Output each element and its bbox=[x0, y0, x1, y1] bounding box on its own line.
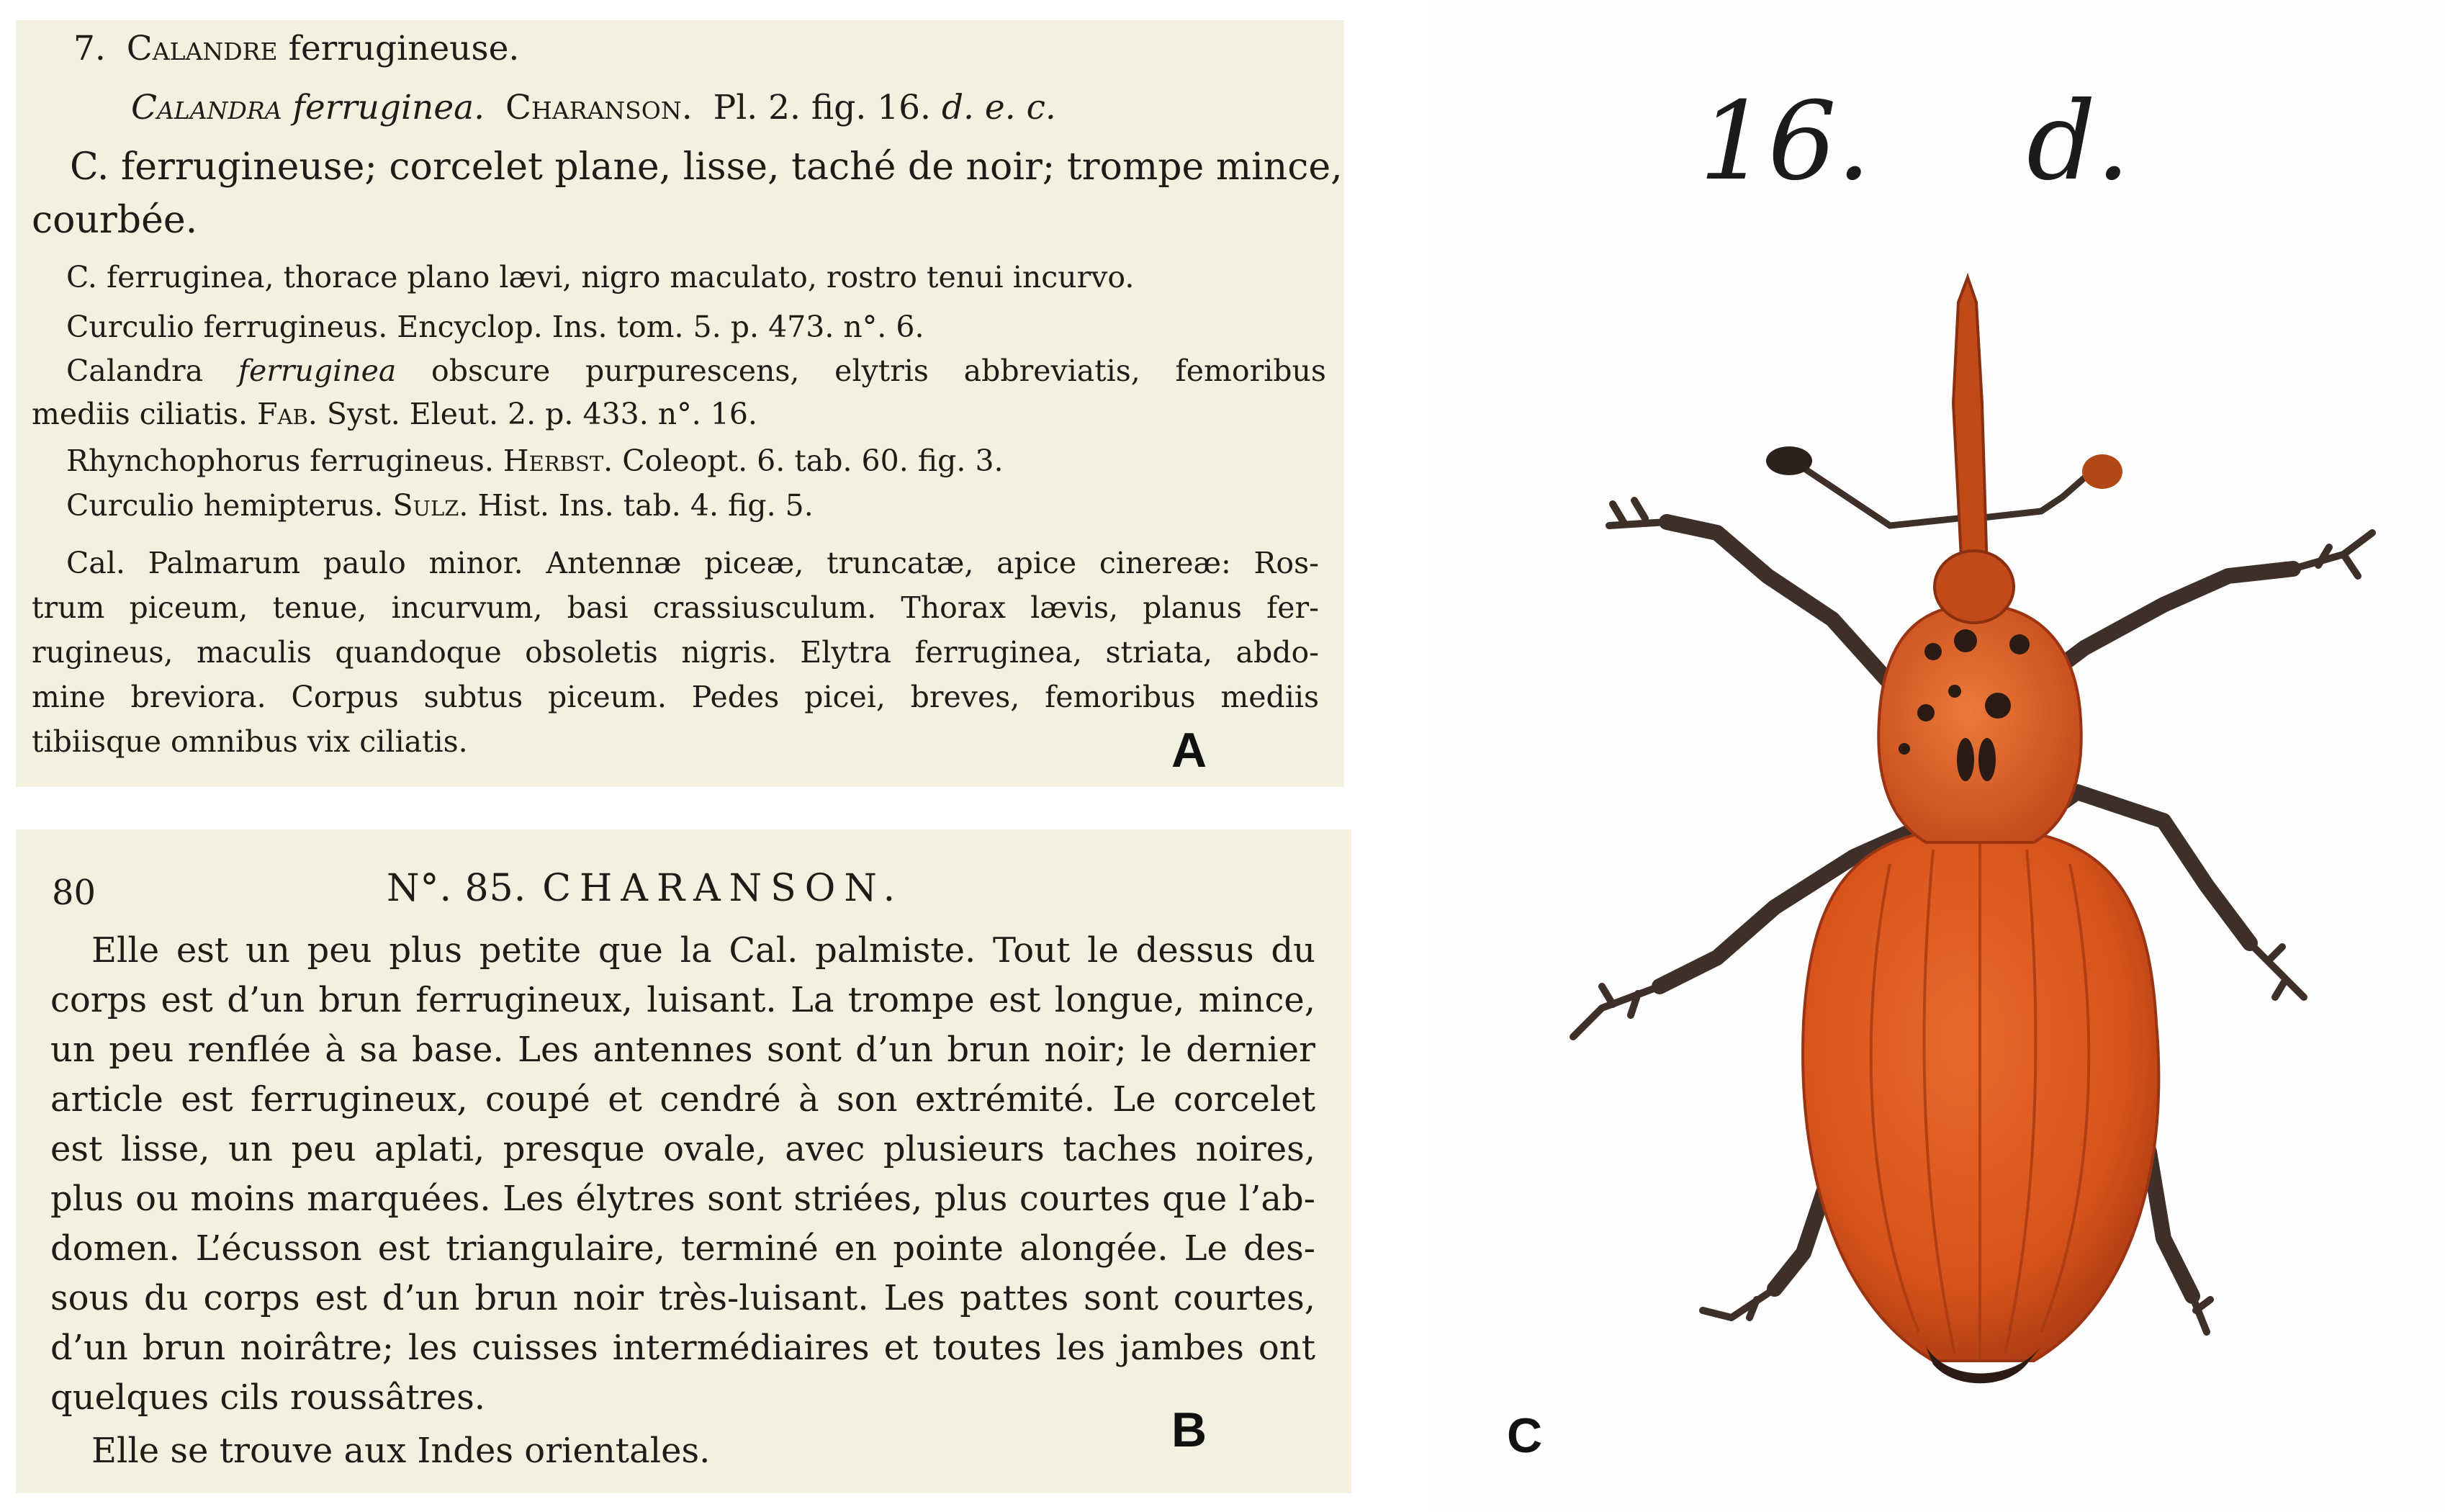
body-text-6: plus ou moins marquées. Les élytres sont striées, plus courtes que l’ab- bbox=[50, 1179, 1315, 1219]
species-epithet: ferruginea. bbox=[292, 88, 485, 127]
synonym-2-line-1 bbox=[66, 354, 1326, 388]
syn4-ref: Hist. Ins. tab. 4. fig. 5. bbox=[477, 488, 814, 523]
body-text-1: Elle est un peu plus petite que la Cal. palmiste. Tout le dessus du bbox=[91, 930, 1315, 971]
pronotum bbox=[1878, 605, 2081, 842]
middle-right-tarsus bbox=[2250, 943, 2304, 997]
front-right-tarsus bbox=[2293, 533, 2372, 576]
syn3-author: Herbst. bbox=[503, 444, 613, 478]
body-line-6 bbox=[50, 1179, 1315, 1219]
left-antenna-club bbox=[1766, 446, 1812, 475]
body-text-5: est lisse, un peu aplati, presque ovale, avec plusieurs taches noires, bbox=[50, 1129, 1315, 1169]
species-title: Calandre bbox=[126, 29, 278, 68]
panel-b-french-description bbox=[16, 829, 1351, 1493]
syn2-author: Fab. bbox=[257, 397, 318, 431]
species-heading bbox=[73, 29, 519, 68]
genus-name: Calandra bbox=[131, 88, 282, 127]
middle-left-tarsus bbox=[1573, 986, 1660, 1037]
panel-label-b: B bbox=[1171, 1403, 1207, 1457]
body-line-1 bbox=[91, 930, 1315, 971]
syn2-cont: mediis ciliatis. bbox=[32, 397, 248, 431]
hind-right-tarsus bbox=[2192, 1296, 2210, 1332]
synonym-3 bbox=[66, 444, 1004, 478]
species-title-rest: ferrugineuse. bbox=[288, 29, 520, 68]
page-number: 80 bbox=[52, 873, 96, 913]
hind-left-tarsus bbox=[1703, 1289, 1775, 1318]
panel-label-c: C bbox=[1507, 1408, 1543, 1463]
plate-reference: Pl. 2. fig. 16. bbox=[713, 88, 931, 127]
figure-letters: d. e. c. bbox=[941, 88, 1056, 127]
page-header bbox=[387, 867, 904, 910]
front-left-tarsus bbox=[1609, 500, 1667, 526]
latin-paragraph-line-4 bbox=[32, 680, 1319, 714]
body-line-9 bbox=[50, 1328, 1315, 1368]
head bbox=[1935, 551, 2014, 623]
rostrum bbox=[1953, 277, 1987, 572]
body-line-8 bbox=[50, 1278, 1315, 1318]
syn2-ref: Syst. Eleut. 2. p. 433. n°. 16. bbox=[326, 397, 757, 431]
syn3-name: Rhynchophorus ferrugineus. bbox=[66, 444, 494, 478]
latin-paragraph-line-2 bbox=[32, 590, 1319, 625]
latin-diagnosis: C. ferruginea, thorace plano lævi, nigro maculato, rostro tenui incurvo. bbox=[66, 260, 1135, 294]
latin-paragraph-text-3: rugineus, maculis quandoque obsoletis nigris. Elytra ferruginea, striata, abdo- bbox=[32, 635, 1319, 670]
syn2-genus: Calandra bbox=[66, 354, 204, 388]
synonym-2-line-2 bbox=[32, 397, 757, 431]
body-line-5 bbox=[50, 1129, 1315, 1169]
species-subheading bbox=[131, 88, 1056, 127]
figure-number: 16. bbox=[1699, 79, 1871, 204]
beetle-antennae bbox=[1766, 446, 2122, 526]
right-antenna bbox=[1976, 472, 2091, 518]
body-last-line: Elle se trouve aux Indes orientales. bbox=[91, 1431, 711, 1471]
figure-letter: d. bbox=[2027, 79, 2130, 204]
body-text-8: sous du corps est d’un brun noir très-luisant. Les pattes sont courtes, bbox=[50, 1278, 1315, 1318]
family-name: Charanson. bbox=[505, 88, 693, 127]
latin-paragraph-line-5: tibiisque omnibus vix ciliatis. bbox=[32, 724, 468, 759]
french-diagnosis-line-2: courbée. bbox=[32, 199, 198, 242]
body-text-4: article est ferrugineux, coupé et cendré à son extrémité. Le corcelet bbox=[50, 1079, 1315, 1120]
latin-paragraph-text-2: trum piceum, tenue, incurvum, basi crassiusculum. Thorax lævis, planus fer- bbox=[32, 590, 1319, 625]
syn4-author: Sulz. bbox=[392, 488, 469, 523]
french-diagnosis-line-1 bbox=[70, 145, 1343, 189]
species-number: 7. bbox=[73, 29, 106, 68]
synonym-1: Curculio ferrugineus. Encyclop. Ins. tom. 5. p. 473. n°. 6. bbox=[66, 310, 924, 344]
left-antenna bbox=[1804, 468, 1958, 526]
panel-c-beetle-illustration bbox=[1429, 0, 2445, 1512]
body-line-2 bbox=[50, 980, 1315, 1020]
panel-label-a: A bbox=[1171, 723, 1207, 778]
syn3-ref: Coleopt. 6. tab. 60. fig. 3. bbox=[622, 444, 1004, 478]
panel-a-latin-description bbox=[16, 20, 1344, 787]
entry-number: N°. 85. bbox=[387, 867, 527, 910]
front-left-leg bbox=[1667, 522, 1897, 691]
body-line-7 bbox=[50, 1228, 1315, 1269]
syn2-species: ferruginea bbox=[238, 354, 397, 388]
entry-title: CHARANSON. bbox=[542, 867, 904, 910]
body-text-3: un peu renflée à sa base. Les antennes sont d’un brun noir; le dernier bbox=[50, 1030, 1315, 1070]
body-line-10: quelques cils roussâtres. bbox=[50, 1377, 485, 1418]
right-antenna-club bbox=[2082, 454, 2122, 489]
body-line-4 bbox=[50, 1079, 1315, 1120]
synonym-4 bbox=[66, 488, 814, 523]
body-text-9: d’un brun noirâtre; les cuisses intermédiaires et toutes les jambes ont bbox=[50, 1328, 1315, 1368]
body-text-7: domen. L’écusson est triangulaire, terminé en pointe alongée. Le des- bbox=[50, 1228, 1315, 1269]
latin-paragraph-text-4: mine breviora. Corpus subtus piceum. Pedes picei, breves, femoribus mediis bbox=[32, 680, 1319, 714]
beetle-illustration bbox=[1429, 0, 2445, 1512]
latin-paragraph-line-3 bbox=[32, 635, 1319, 670]
latin-paragraph-text-1: Cal. Palmarum paulo minor. Antennæ piceæ, truncatæ, apice cinereæ: Ros- bbox=[66, 546, 1319, 580]
syn2-description: obscure purpurescens, elytris abbreviatis, femoribus bbox=[431, 354, 1326, 388]
syn4-name: Curculio hemipterus. bbox=[66, 488, 384, 523]
french-diagnosis-text-1: C. ferrugineuse; corcelet plane, lisse, taché de noir; trompe mince, bbox=[70, 145, 1343, 189]
body-line-3 bbox=[50, 1030, 1315, 1070]
latin-paragraph-line-1 bbox=[66, 546, 1319, 580]
body-text-2: corps est d’un brun ferrugineux, luisant. La trompe est longue, mince, bbox=[50, 980, 1315, 1020]
